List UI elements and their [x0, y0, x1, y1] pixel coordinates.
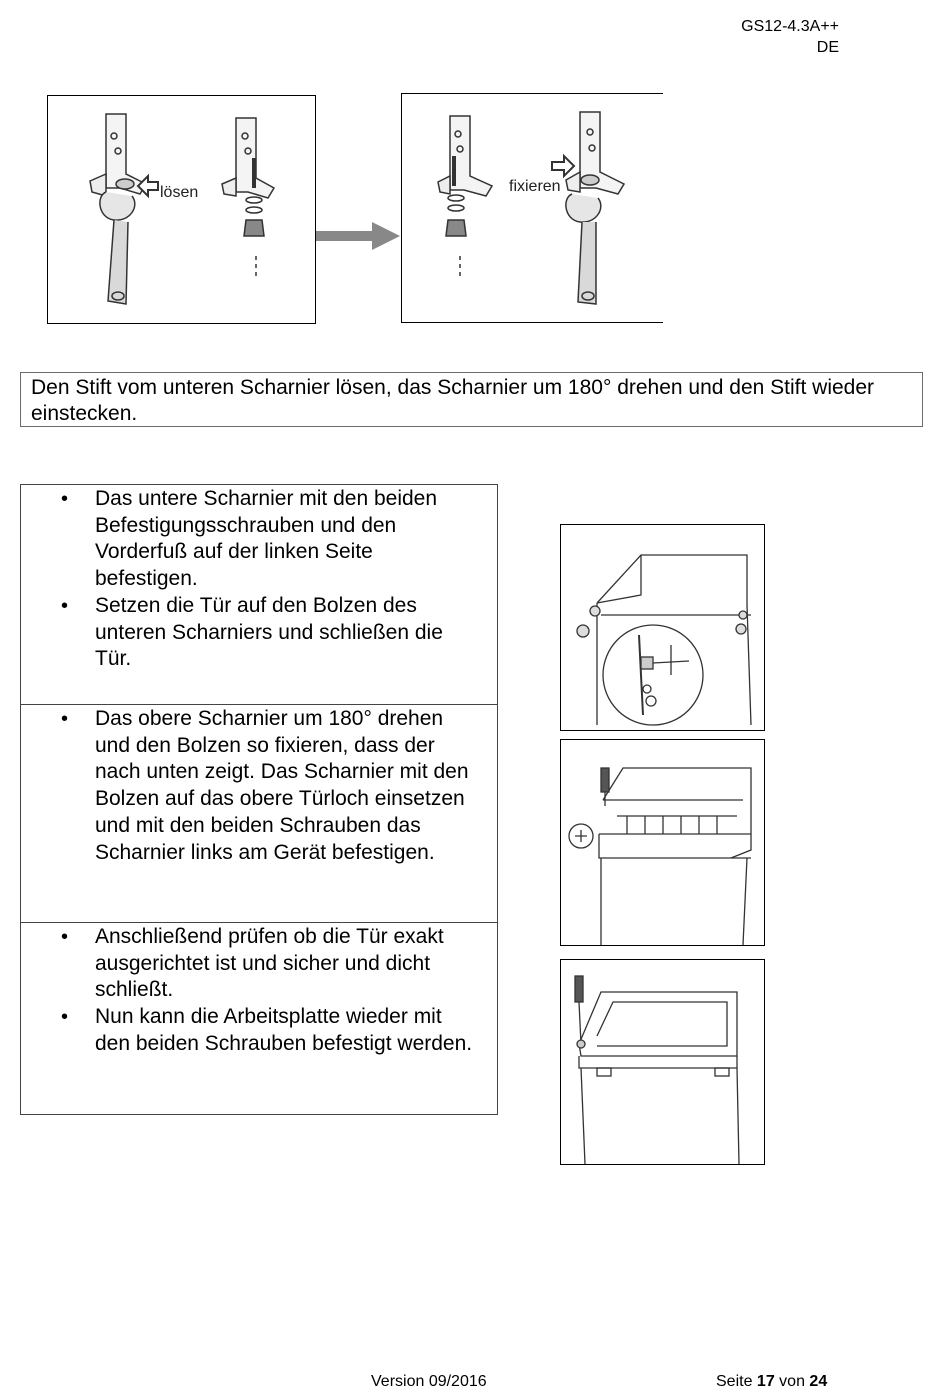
lower-hinge-illustration	[561, 525, 764, 730]
figure-upper-hinge	[560, 739, 765, 946]
figure-lower-hinge	[560, 524, 765, 731]
header-language: DE	[816, 39, 839, 56]
label-fix: fixieren	[509, 178, 561, 195]
figure-hinge-loosen	[47, 95, 316, 324]
page-current: 17	[756, 1373, 775, 1390]
step-3-item-2: • Nun kann die Arbeitsplatte wieder mit den beiden Schrauben befestigt werden.	[61, 1004, 481, 1057]
worktop-illustration	[561, 960, 764, 1164]
hinge-fix-illustration	[402, 94, 663, 322]
hinge-loosen-illustration	[48, 96, 315, 323]
step-1-item-2: • Setzen die Tür auf den Bolzen des unteren Scharniers und schließen die Tür.	[61, 593, 481, 673]
step-cell-2	[21, 705, 497, 923]
upper-hinge-illustration	[561, 740, 764, 945]
page-prefix: Seite	[716, 1373, 753, 1390]
footer-page-number	[716, 1372, 827, 1391]
step-3-item-1: • Anschließend prüfen ob die Tür exakt ausgerichtet ist und sicher und dicht schließt.	[61, 924, 481, 1004]
label-loosen: lösen	[160, 184, 199, 201]
right-arrow-icon	[316, 220, 402, 252]
step-cell-3	[21, 923, 497, 1114]
page-total: 24	[809, 1373, 828, 1390]
footer-version: Version 09/2016	[371, 1373, 487, 1390]
figure-worktop	[560, 959, 765, 1165]
page-separator: von	[779, 1373, 805, 1390]
instruction-caption: Den Stift vom unteren Scharnier lösen, das Scharnier um 180° drehen und den Stift wieder einstecken.	[20, 372, 923, 427]
header-model: GS12-4.3A++	[741, 18, 839, 35]
step-2-item-1: • Das obere Scharnier um 180° drehen und den Bolzen so fixieren, dass der nach unten zeigt. Das Scharnier mit den Bolzen auf das obere Türloch einsetzen und mit den beiden Schrauben das Scharnier links am Gerät befestigen.	[61, 706, 481, 866]
figure-hinge-fix	[401, 93, 663, 323]
step-1-item-1: • Das untere Scharnier mit den beiden Befestigungsschrauben und den Vorderfuß auf der linken Seite befestigen.	[61, 486, 481, 593]
steps-table	[20, 484, 498, 1115]
step-cell-1	[21, 485, 497, 705]
